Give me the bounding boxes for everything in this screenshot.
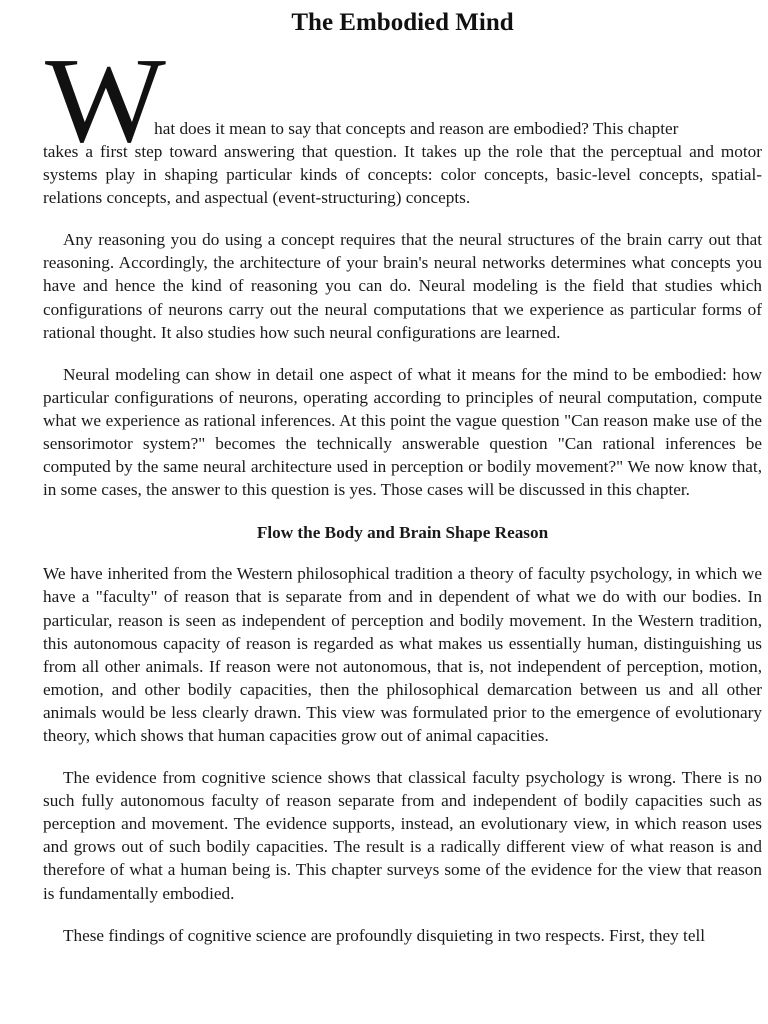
intro-paragraph-text: takes a first step toward answering that question. It takes up the role that the perceptual and motor systems play in shaping particular kinds of concepts: color concepts, basic-level concepts, spatial-relations concepts, and aspectual (event-structuring) concepts. bbox=[43, 142, 762, 208]
paragraph-neural-structures: Any reasoning you do using a concept requires that the neural structures of the brain carry out that reasoning. Accordingly, the architecture of your brain's neural networks determines what concepts you have and hence the kind of reasoning you can do. Neural modeling is the field that studies which configurations of neurons carry out the neural computations that we experience as particular forms of rational thought. It also studies how such neural configurations are learned. bbox=[43, 230, 762, 342]
document-page bbox=[43, 0, 762, 947]
intro-paragraph bbox=[43, 33, 762, 209]
paragraph-neural-modeling: Neural modeling can show in detail one aspect of what it means for the mind to be embodied: how particular configurations of neurons, operating according to principles of neural computation, compute what we experience as rational inferences. At this point the vague question "Can reason make use of the sensorimotor system?" becomes the technically answerable question "Can rational inferences be computed by the same neural architecture used in perception or bodily movement?" We now know that, in some cases, the answer to this question is yes. Those cases will be discussed in this chapter. bbox=[43, 364, 762, 500]
intro-first-line bbox=[43, 33, 762, 168]
intro-first-line-text: hat does it mean to say that concepts and reason are embodied? This chapter bbox=[154, 118, 679, 138]
section-heading: Flow the Body and Brain Shape Reason bbox=[256, 523, 549, 543]
paragraph-faculty-psychology: We have inherited from the Western philosophical tradition a theory of faculty psychology, in which we have a "faculty" of reason that is separate from and in dependent of what we do with our bodies. In particular, reason is seen as independent of perception and bodily movement. In the Western tradition, this autonomous capacity of reason is regarded as what makes us essentially human, distinguishing us from all other animals. If reason were not autonomous, that is, not independent of perception, motion, emotion, and other bodily capacities, then the philosophical demarcation between us and all other animals would be less clearly drawn. This view was formulated prior to the emergence of evolutionary theory, which shows that human capacities grow out of animal capacities. bbox=[43, 564, 762, 745]
paragraph-cognitive-evidence: The evidence from cognitive science shows that classical faculty psychology is wrong. There is no such fully autonomous faculty of reason separate from and independent of bodily capacities such as perception and movement. The evidence supports, instead, an evolutionary view, in which reason uses and grows out of such bodily capacities. The result is a radically different view of what reason is and therefore of what a human being is. This chapter surveys some of the evidence for the view that reason is fundamentally embodied. bbox=[43, 768, 762, 903]
drop-cap: W bbox=[45, 33, 154, 168]
page-title: The Embodied Mind bbox=[291, 9, 514, 36]
paragraph-findings: These findings of cognitive science are profoundly disquieting in two respects. First, they tell bbox=[63, 925, 705, 945]
